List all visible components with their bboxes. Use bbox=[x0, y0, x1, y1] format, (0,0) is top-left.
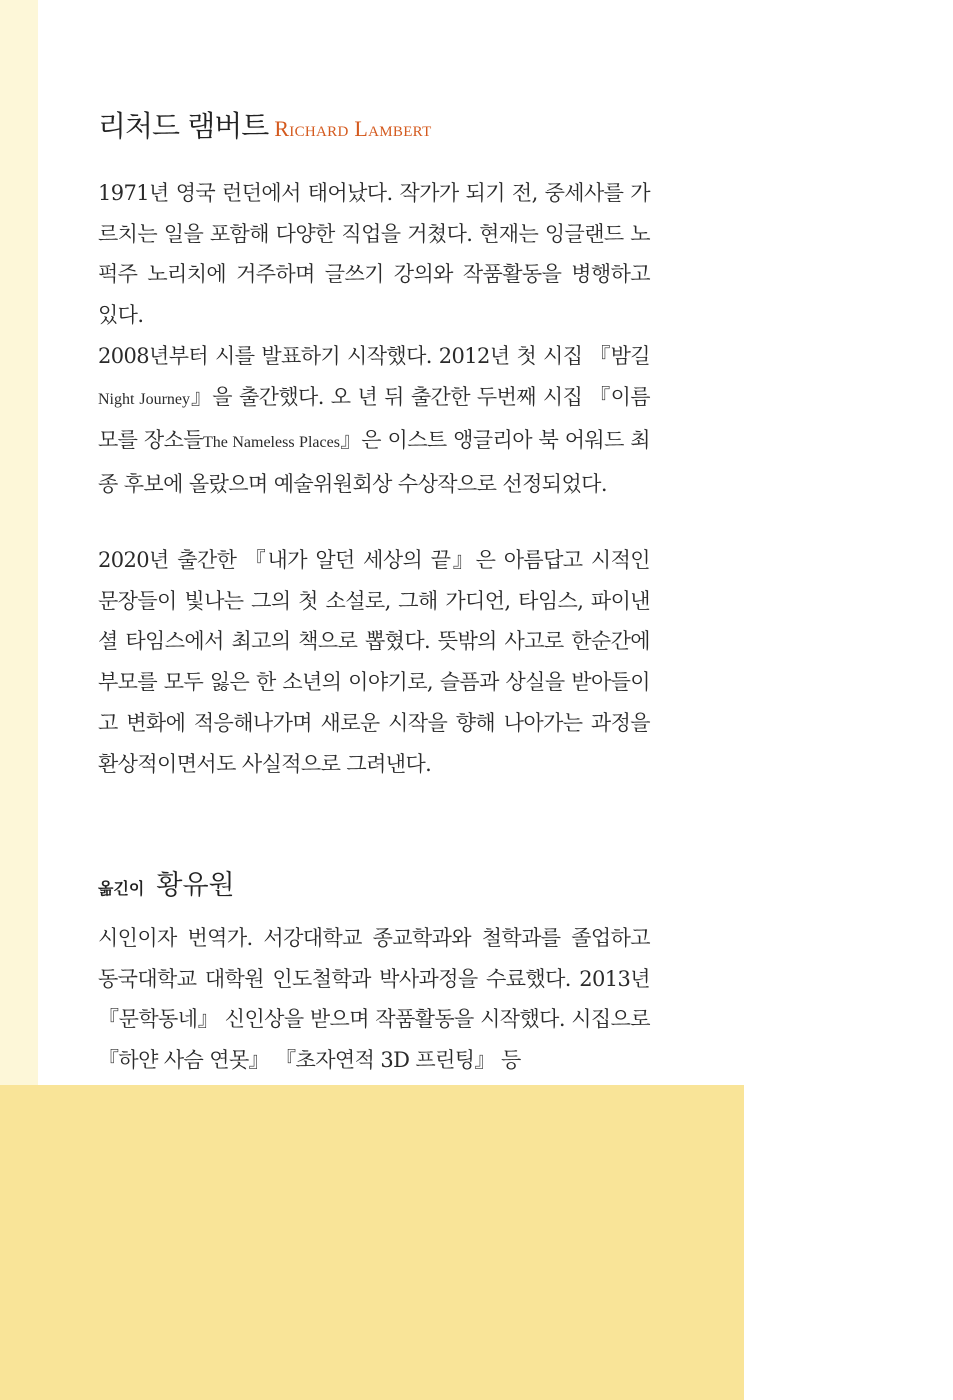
author-bio-paragraph-3: 2020년 출간한 『내가 알던 세상의 끝』은 아름답고 시적인 문장들이 빛나는 그의 첫 소설로, 그해 가디언, 타임스, 파이낸셜 타임스에서 최고의 책으로 뽑혔다. 뜻밖의 사고로 한순간에 부모를 모두 잃은 한 소년의 이야기로, 슬픔과 상실을 받아들이고 변화에 적응해나가며 새로운 시작을 향해 나아가는 과정을 환상적이면서도 사실적으로 그려낸다. bbox=[98, 548, 650, 776]
author-bio-paragraph-2-text-b: 』을 출간했다. 오 년 뒤 출간한 두번째 시집 『이름 모를 장소들 bbox=[98, 384, 650, 453]
translator-role-label: 옮긴이 bbox=[98, 879, 145, 898]
second-poetry-collection-english-title: The Nameless Places bbox=[203, 434, 340, 452]
author-name-korean: 리처드 램버트 bbox=[98, 109, 269, 143]
author-name-english: Richard Lambert bbox=[274, 116, 432, 141]
translator-name: 황유원 bbox=[156, 870, 235, 901]
author-bio-paragraph-2-text-c: 』은 이스트 앵글리아 북 어워드 최종 후보에 올랐으며 예술위원회상 수상작으로 선정되었다. bbox=[98, 428, 650, 497]
first-poetry-collection-english-title: Night Journey bbox=[98, 390, 191, 408]
author-bio-paragraph-1: 1971년 영국 런던에서 태어났다. 작가가 되기 전, 중세사를 가르치는 일을 포함해 다양한 직업을 거쳤다. 현재는 잉글랜드 노퍽주 노리치에 거주하며 글쓰기 강의와 작품활동을 병행하고 있다. bbox=[98, 181, 650, 328]
bottom-color-panel bbox=[0, 1085, 744, 1400]
author-bio-paragraph-2 bbox=[98, 336, 650, 505]
translator-heading bbox=[98, 863, 235, 902]
author-heading bbox=[98, 104, 432, 145]
translator-bio-paragraph: 시인이자 번역가. 서강대학교 종교학과와 철학과를 졸업하고 동국대학교 대학원 인도철학과 박사과정을 수료했다. 2013년 『문학동네』 신인상을 받으며 작품활동을 시작했다. 시집으로 『하얀 사슴 연못』 『초자연적 3D 프린팅』 등 bbox=[98, 926, 650, 1073]
author-bio-paragraph-2-text-a: 2008년부터 시를 발표하기 시작했다. 2012년 첫 시집 『밤길 bbox=[98, 344, 650, 368]
